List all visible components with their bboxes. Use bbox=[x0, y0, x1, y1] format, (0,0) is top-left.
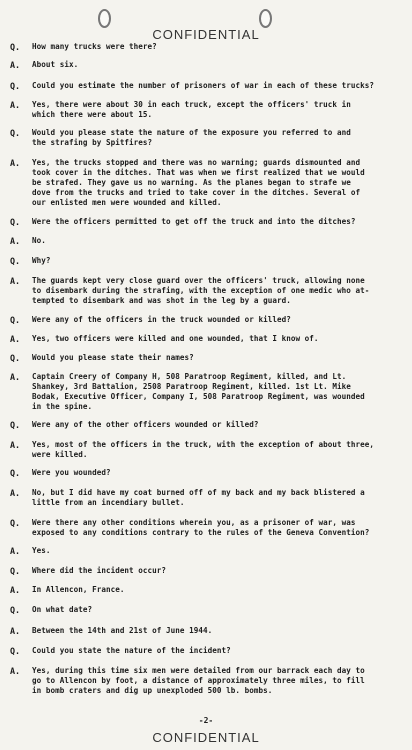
question-marker: Q. bbox=[10, 646, 21, 656]
question-text: Were any of the other officers wounded or killed? bbox=[32, 420, 259, 429]
answer-entry bbox=[10, 666, 400, 696]
question-text: Could you estimate the number of prisoners of war in each of these trucks? bbox=[32, 81, 375, 90]
question-entry bbox=[10, 256, 400, 266]
answer-marker: A. bbox=[10, 488, 21, 498]
answer-marker: A. bbox=[10, 100, 21, 110]
question-text: On what date? bbox=[32, 605, 93, 614]
question-marker: Q. bbox=[10, 315, 21, 325]
answer-entry bbox=[10, 334, 400, 344]
question-entry bbox=[10, 42, 400, 52]
answer-marker: A. bbox=[10, 334, 21, 344]
answer-text: Yes, there were about 30 in each truck, except the officers' truck in which there were about 15. bbox=[32, 100, 351, 119]
question-entry bbox=[10, 353, 400, 363]
answer-text: Between the 14th and 21st of June 1944. bbox=[32, 626, 213, 635]
answer-entry bbox=[10, 440, 400, 460]
answer-marker: A. bbox=[10, 440, 21, 450]
answer-text: Yes, during this time six men were detailed from our barrack each day to go to Allencon by foot, a distance of approximately three miles, to fill in bomb craters and dig up unexploded 500 lb. bombs. bbox=[32, 666, 365, 695]
question-entry bbox=[10, 315, 400, 325]
question-entry bbox=[10, 81, 400, 91]
question-text: Would you please state the nature of the exposure you referred to and the strafing by Spitfires? bbox=[32, 128, 351, 147]
question-entry bbox=[10, 605, 400, 615]
question-entry bbox=[10, 128, 400, 148]
answer-entry bbox=[10, 488, 400, 508]
answer-entry bbox=[10, 585, 400, 595]
answer-text: No, but I did have my coat burned off of my back and my back blistered a little from an incendiary bullet. bbox=[32, 488, 365, 507]
answer-text: Yes, the trucks stopped and there was no warning; guards dismounted and took cover in the ditches. That was when we first realized that we would be strafed. They gave us no warning. As the planes began to strafe we dove from the trucks and tried to take cover in the ditches. Several of our enlisted men were wounded and killed. bbox=[32, 158, 365, 207]
question-entry bbox=[10, 518, 400, 538]
answer-marker: A. bbox=[10, 372, 21, 382]
answer-entry bbox=[10, 546, 400, 556]
question-text: Could you state the nature of the incident? bbox=[32, 646, 231, 655]
question-entry bbox=[10, 420, 400, 430]
answer-marker: A. bbox=[10, 585, 21, 595]
answer-text: In Allencon, France. bbox=[32, 585, 125, 594]
answer-text: No. bbox=[32, 236, 46, 245]
answer-entry bbox=[10, 276, 400, 306]
question-entry bbox=[10, 646, 400, 656]
question-marker: Q. bbox=[10, 605, 21, 615]
question-entry bbox=[10, 468, 400, 478]
question-text: Were you wounded? bbox=[32, 468, 111, 477]
answer-marker: A. bbox=[10, 158, 21, 168]
answer-entry bbox=[10, 158, 400, 208]
question-text: Would you please state their names? bbox=[32, 353, 194, 362]
question-text: Were there any other conditions wherein you, as a prisoner of war, was exposed to any conditions contrary to the rules of the Geneva Convention? bbox=[32, 518, 370, 537]
answer-marker: A. bbox=[10, 60, 21, 70]
question-marker: Q. bbox=[10, 42, 21, 52]
question-marker: Q. bbox=[10, 128, 21, 138]
answer-entry bbox=[10, 626, 400, 636]
answer-marker: A. bbox=[10, 666, 21, 676]
question-marker: Q. bbox=[10, 256, 21, 266]
question-marker: Q. bbox=[10, 420, 21, 430]
answer-text: Yes, two officers were killed and one wounded, that I know of. bbox=[32, 334, 319, 343]
answer-entry bbox=[10, 372, 400, 412]
question-text: How many trucks were there? bbox=[32, 42, 157, 51]
answer-marker: A. bbox=[10, 546, 21, 556]
answer-text: The guards kept very close guard over the officers' truck, allowing none to disembark during the strafing, with the exception of one medic who at- tempted to disembark and was shot in the leg by a guard. bbox=[32, 276, 370, 305]
answer-entry bbox=[10, 100, 400, 120]
question-text: Why? bbox=[32, 256, 51, 265]
answer-text: Captain Creery of Company H, 508 Paratroop Regiment, killed, and Lt. Shankey, 3rd Battalion, 2508 Paratroop Regiment, killed. 1st Lt. Mike Bodak, Executive Officer, Company I, 508 Paratroop Regiment, was wounded in the spine. bbox=[32, 372, 365, 411]
classification-header: CONFIDENTIAL bbox=[152, 27, 260, 42]
question-text: Were any of the officers in the truck wounded or killed? bbox=[32, 315, 291, 324]
question-marker: Q. bbox=[10, 81, 21, 91]
question-marker: Q. bbox=[10, 468, 21, 478]
page-number: -2- bbox=[198, 716, 214, 725]
classification-footer: CONFIDENTIAL bbox=[152, 730, 260, 745]
answer-marker: A. bbox=[10, 236, 21, 246]
answer-marker: A. bbox=[10, 276, 21, 286]
answer-text: Yes, most of the officers in the truck, with the exception of about three, were killed. bbox=[32, 440, 375, 459]
answer-text: About six. bbox=[32, 60, 79, 69]
question-marker: Q. bbox=[10, 217, 21, 227]
question-marker: Q. bbox=[10, 566, 21, 576]
question-marker: Q. bbox=[10, 518, 21, 528]
question-text: Where did the incident occur? bbox=[32, 566, 167, 575]
answer-entry bbox=[10, 60, 400, 70]
question-entry bbox=[10, 217, 400, 227]
answer-marker: A. bbox=[10, 626, 21, 636]
question-entry bbox=[10, 566, 400, 576]
question-text: Were the officers permitted to get off the truck and into the ditches? bbox=[32, 217, 356, 226]
answer-text: Yes. bbox=[32, 546, 51, 555]
question-marker: Q. bbox=[10, 353, 21, 363]
answer-entry bbox=[10, 236, 400, 246]
